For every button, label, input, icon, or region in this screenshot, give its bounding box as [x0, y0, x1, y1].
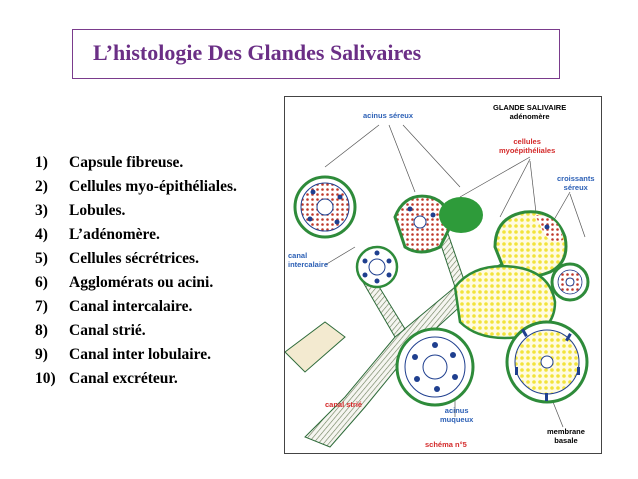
label-line: canal — [288, 251, 308, 260]
list-item — [35, 345, 275, 364]
list-item — [35, 369, 275, 388]
label-line: myoépithéliales — [499, 146, 556, 155]
figure-title-line2: adénomère — [509, 112, 550, 121]
list-number: 5) — [35, 250, 48, 267]
figure-title — [493, 103, 566, 121]
label-line: séreux — [563, 183, 588, 192]
serous-acinus-right — [552, 264, 588, 300]
green-acinus — [439, 197, 483, 233]
label-line: muqueux — [440, 415, 474, 424]
label-line: croissants — [557, 174, 595, 183]
structure-list — [35, 153, 275, 393]
list-number: 6) — [35, 274, 48, 291]
list-text: Canal strié. — [69, 322, 146, 339]
list-item — [35, 177, 275, 196]
serous-acinus-top — [395, 196, 450, 252]
list-text: Cellules sécrétrices. — [69, 250, 199, 267]
list-item — [35, 297, 275, 316]
list-item — [35, 225, 275, 244]
figure-title-line1: GLANDE SALIVAIRE — [493, 103, 567, 112]
slide-title: L’histologie Des Glandes Salivaires — [93, 40, 422, 65]
histology-figure — [284, 96, 602, 454]
list-text: Capsule fibreuse. — [69, 154, 184, 171]
list-number: 3) — [35, 202, 48, 219]
title-box — [72, 29, 560, 79]
label-line: acinus — [444, 406, 469, 415]
list-item — [35, 273, 275, 292]
list-number: 10) — [35, 370, 56, 387]
label-cellules-myoepitheliales — [499, 137, 555, 155]
list-text: L’adénomère. — [69, 226, 160, 243]
label-acinus-sereux: acinus séreux — [363, 111, 414, 120]
intercalary-duct-section — [357, 247, 397, 287]
list-number: 9) — [35, 346, 48, 363]
list-text: Agglomérats ou acini. — [69, 274, 214, 291]
label-canal-intercalaire — [288, 251, 328, 269]
list-text: Lobules. — [69, 202, 126, 219]
list-text: Canal excréteur. — [69, 370, 178, 387]
label-line: basale — [554, 436, 578, 445]
striated-duct-section — [397, 329, 473, 405]
list-text: Canal intercalaire. — [69, 298, 193, 315]
list-number: 4) — [35, 226, 48, 243]
list-text: Canal inter lobulaire. — [69, 346, 211, 363]
label-schema: schéma n°5 — [425, 440, 467, 449]
mucous-acinus-bottom-right — [507, 322, 587, 402]
label-line: intercalaire — [288, 260, 329, 269]
list-text: Cellules myo-épithéliales. — [69, 178, 237, 195]
list-item — [35, 321, 275, 340]
serous-acinus-left — [295, 177, 355, 237]
label-line: cellules — [513, 137, 541, 146]
list-number: 2) — [35, 178, 48, 195]
list-item — [35, 153, 275, 172]
list-item — [35, 249, 275, 268]
label-croissants-sereux — [557, 174, 595, 192]
label-membrane-basale — [547, 427, 585, 445]
list-number: 1) — [35, 154, 48, 171]
label-canal-strie: canal strié — [325, 400, 363, 409]
list-number: 8) — [35, 322, 48, 339]
list-item — [35, 201, 275, 220]
label-line: membrane — [547, 427, 585, 436]
label-acinus-muqueux — [440, 406, 473, 424]
list-number: 7) — [35, 298, 48, 315]
